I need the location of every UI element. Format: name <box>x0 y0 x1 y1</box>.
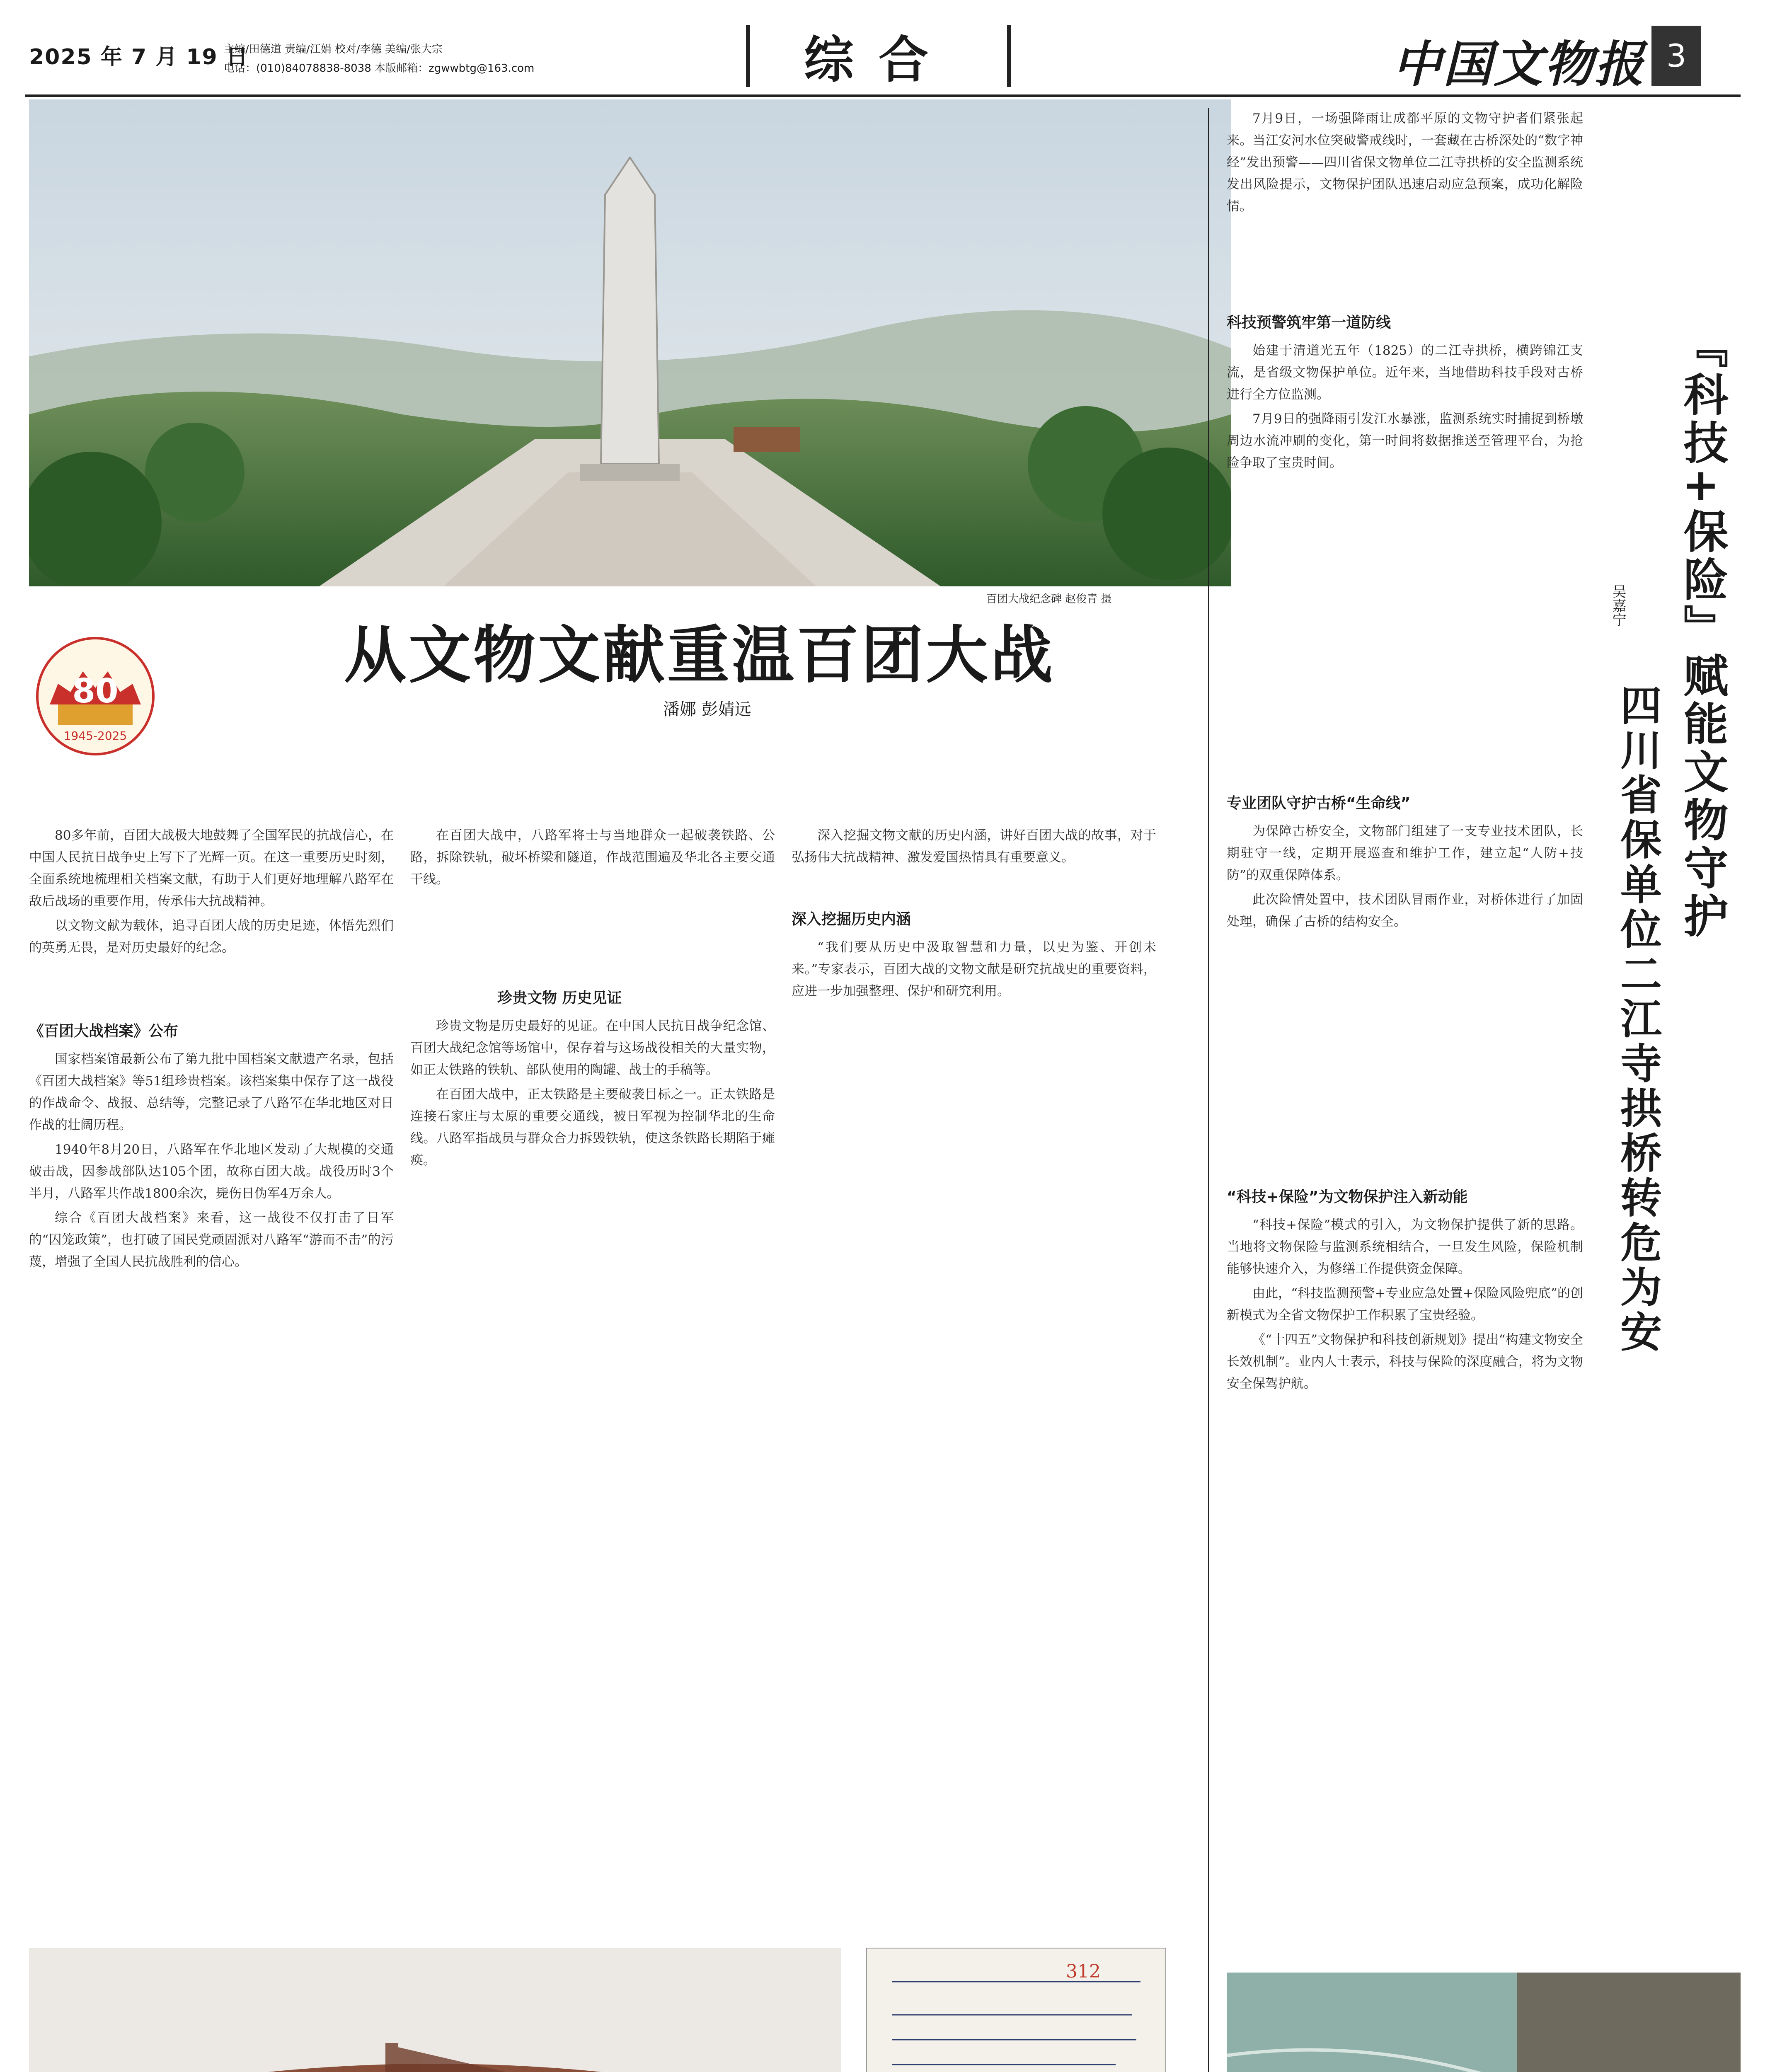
badge-number: 80 <box>72 672 119 710</box>
subhead-archive: 《百团大战档案》公布 <box>29 1023 179 1040</box>
subhead-warning: 科技预警筑牢第一道防线 <box>1227 314 1391 331</box>
monument-scene <box>29 99 1231 586</box>
subhead-connotation: 深入挖掘历史内涵 <box>792 911 911 928</box>
monument-caption: 百团大战纪念碑 赵俊青 摄 <box>986 593 1112 605</box>
anniversary-badge <box>33 634 157 758</box>
right-paragraph: “科技+保险”模式的引入，为文物保护提供了新的思路。当地将文物保险与监测系统相结合，一旦发生风险，保险机制能够快速介入，为修缮工作提供资金保障。 <box>1227 1218 1583 1276</box>
subhead-relics: 珍贵文物 历史见证 <box>497 990 622 1007</box>
monument-photo <box>29 99 1231 586</box>
right-section-2 <box>1227 821 1583 1152</box>
right-paragraph: 始建于清道光五年（1825）的二江寺拱桥，横跨锦江支流，是省级文物保护单位。近年来，当地借助科技手段对古桥进行全方位监测。 <box>1227 343 1583 402</box>
right-paragraph: 此次险情处置中，技术团队冒雨作业，对桥体进行了加固处理，确保了古桥的结构安全。 <box>1227 892 1583 929</box>
relief-sculpture-photo <box>29 1948 841 2072</box>
body-paragraph: 综合《百团大战档案》来看，这一战役不仅打击了日军的“囚笼政策”，也打破了国民党顽固派对八路军“游而不击”的污蔑，增强了全国人民抗战胜利的信心。 <box>29 1210 394 1269</box>
body-paragraph: 深入挖掘文物文献的历史内涵，讲好百团大战的故事，对于弘扬伟大抗战精神、激发爱国热情具有重要意义。 <box>792 828 1156 865</box>
masthead-rule <box>25 94 1741 97</box>
editor-info <box>224 40 680 78</box>
body-paragraph: “我们要从历史中汲取智慧和力量，以史为鉴、开创未来。”专家表示，百团大战的文物文献是研究抗战史的重要资料，应进一步加强整理、保护和研究利用。 <box>792 940 1156 999</box>
article-separator <box>1208 108 1209 2072</box>
left-column-3 <box>792 937 1156 1923</box>
intro-column <box>29 825 394 1040</box>
right-lead <box>1227 108 1583 307</box>
section-header <box>746 25 1011 87</box>
body-paragraph: 1940年8月20日，八路军在华北地区发动了大规模的交通破击战，因参战部队达105个团，故称百团大战。战役历时3个半月，八路军共作战1800余次，毙伤日伪军4万余人。 <box>29 1142 394 1201</box>
page-number: 3 <box>1651 26 1701 86</box>
contact-info: 电话：(010)84078838-8038 本版邮箱：zgwwbtg@163.com <box>224 62 535 75</box>
issue-date: 2025 年 7 月 19 日 <box>29 45 249 70</box>
main-headline: 从文物文献重温百团大战 <box>344 619 1056 692</box>
right-headline-main: 『科技+保险』赋能文物守护 <box>1676 323 1728 941</box>
right-section-3 <box>1227 1214 1583 1956</box>
right-byline: 吴嘉宁 <box>1610 584 1626 627</box>
subhead-team: 专业团队守护古桥“生命线” <box>1227 795 1411 812</box>
main-byline: 潘娜 彭婧远 <box>663 700 751 719</box>
paper-name: 中国文物报 <box>1392 35 1646 93</box>
intro-paragraph: 80多年前，百团大战极大地鼓舞了全国军民的抗战信心，在中国人民抗日战争史上写下了光辉一页。在这一重要历史时刻，全面系统地梳理相关档案文献，有助于人们更好地理解八路军在敌后战场的重要作用，传承伟大抗战精神。 <box>29 828 394 909</box>
right-lead-paragraph: 7月9日，一场强降雨让成都平原的文物守护者们紧张起来。当江安河水位突破警戒线时，一套藏在古桥深处的“数字神经”发出预警——四川省保文物单位二江寺拱桥的安全监测系统发出风险提示，文物保护团队迅速启动应急预案，成功化解险情。 <box>1227 111 1583 214</box>
right-paragraph: 由此，“科技监测预警+专业应急处置+保险风险兜底”的创新模式为全省文物保护工作积累了宝贵经验。 <box>1227 1286 1583 1323</box>
bridge-photo <box>1227 1973 1741 2072</box>
badge-years: 1945-2025 <box>63 729 127 743</box>
left-column-3a <box>792 825 1156 899</box>
right-paragraph: 《“十四五”文物保护和科技创新规划》提出“构建文物安全长效机制”。业内人士表示，科技与保险的深度融合，将为文物安全保驾护航。 <box>1227 1332 1583 1391</box>
body-paragraph: 在百团大战中，正太铁路是主要破袭目标之一。正太铁路是连接石家庄与太原的重要交通线，被日军视为控制华北的生命线。八路军指战员与群众合力拆毁铁轨，使这条铁路长期陷于瘫痪。 <box>410 1087 775 1168</box>
body-paragraph: 珍贵文物是历史最好的见证。在中国人民抗日战争纪念馆、百团大战纪念馆等场馆中，保存着与这场战役相关的大量实物，如正太铁路的铁轨、部队使用的陶罐、战士的手稿等。 <box>410 1019 775 1077</box>
body-paragraph: 国家档案馆最新公布了第九批中国档案文献遗产名录，包括《百团大战档案》等51组珍贵档案。该档案集中保存了这一战役的作战命令、战报、总结等，完整记录了八路军在华北地区对日作战的壮阔历程。 <box>29 1052 394 1133</box>
right-section-1 <box>1227 340 1583 787</box>
intro-paragraph: 以文物文献为载体，追寻百团大战的历史足迹，体悟先烈们的英勇无畏，是对历史最好的纪念。 <box>29 918 394 955</box>
left-column-1 <box>29 1048 394 1923</box>
section-title: 综合 <box>804 31 953 89</box>
right-paragraph: 为保障古桥安全，文物部门组建了一支专业技术团队，长期驻守一线，定期开展巡查和维护工作，建立起“人防+技防”的双重保障体系。 <box>1227 824 1583 883</box>
right-paragraph: 7月9日的强降雨引发江水暴涨，监测系统实时捕捉到桥墩周边水流冲刷的变化，第一时间将数据推送至管理平台，为抢险争取了宝贵时间。 <box>1227 411 1583 470</box>
subhead-insurance: “科技+保险”为文物保护注入新动能 <box>1227 1188 1468 1205</box>
body-paragraph: 在百团大战中，八路军将士与当地群众一起破袭铁路、公路，拆除铁轨，破坏桥梁和隧道，作战范围遍及华北各主要交通干线。 <box>410 828 775 887</box>
manuscript-1-photo <box>866 1948 1166 2072</box>
left-column-2 <box>410 1015 775 1923</box>
editor-list: 主编/田德道 责编/江娟 校对/李德 美编/张大宗 <box>224 43 443 56</box>
right-headline-sub: 四川省保单位二江寺拱桥转危为安 <box>1613 684 1662 1355</box>
svg-text:312: 312 <box>1066 1961 1101 1982</box>
